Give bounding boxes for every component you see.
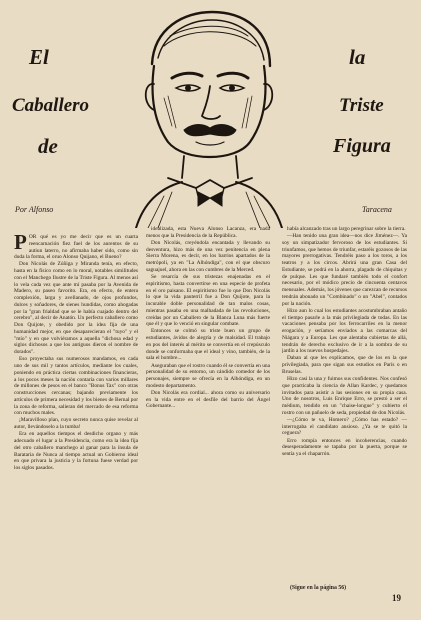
paragraph: Don Nicolás era cordial... ahora como su aniversario en la vida entre en el desfile del barrio del Ángel Gobernante... [146, 389, 270, 410]
paragraph: había alcanzado tras un largo peregrinar sobre la tierra. [287, 226, 406, 232]
paragraph: POR qué es yo me decir que es un cuarta reencarnación fiez fuel de los aurentos de su autiun laterro, no afirmaba haber sido, como sin duda la forma, el oruo Alonso Quijano, el Bueno? [14, 234, 138, 261]
paragraph: Don Nicolás de Zúñiga y Miranda tenía, en efecto, hasta en la físico como en lo moral, notables similitudes con el Manchego Ilustre de la Triste Figura. Al menos así lo vela cada vez que ante mí pasaba por la Avenida de Madero, su paseo favorito. Era, en efecto, de entera complexión, larga y avellanado, de ojos profundos, dulces y soñadores, de sienes hundidas, como ahogadas por la "gran frialdad que se le había cuajado dentro del cerebro", al decir de Anatón. Un perfecto caballero como Don Quijote, y obedido por la idea fija de una humanidad mejor, en que desaparecieran el "tuyo" y el "mío" y en que volviéramos a aquella "dichosa edad y siglos dichosos a que los antiguos dieron el nombre de dorados". [14, 261, 138, 356]
continued-note: (Sigue en la página 56) [290, 585, 347, 591]
drop-cap: P [14, 234, 27, 254]
byline-last-name: Taracena [362, 205, 392, 214]
page-number: 19 [392, 593, 401, 603]
paragraph: Hizo aun lo cual los estudiantes acostumbraban antaño el tiempo pasarle a la más privilegiada de todas. En las vacaciones pensaba por los ferrocarriles en la menor erogación, y seríamos enviados a las comarcas del Niágara y a Europa. Les que alentaba cubiertas de allá, tendrán de derecho exclusivo de ir a la sombra de su jardín a los nuevos hospedajes. [282, 307, 407, 355]
byline-first-name: Por Alfonso [15, 205, 54, 214]
paragraph: Aseguraban que el rostro cuando él se convertía en una personalidad de su entorno, un cándido comedor de los personajes, siempre se ofrecía en la Alhóndiga, en un modesto departamento. [146, 362, 270, 389]
title-word-caballero: Caballero [12, 95, 90, 116]
paragraph: Era en aquellos tiempos el desdicho organo y más adecuado el lugar a la Presidencia, como era la idea fija del otro caballero manchego al ganar para la ínsula de Barataria de Nunca al tiempo actual un Gobierno ideal en que privara la justicia y la fortuna fuese verdad por los siglos pasados. [14, 431, 138, 472]
article-column-2 [146, 226, 270, 606]
paragraph: Don Nicolás, creyéndola encantada y llevando su desventura, hizo más de una vez penitencia en plena Sierra Morena, es decir, en los barrios apartados de la metrópoli, ya en "La Alhóndiga", con el que obscuro saguajuel, ahora en las con cumbres de la Merced. [146, 239, 270, 273]
article-column-3 [282, 226, 407, 580]
paragraph: Se resarcía de sus tristezas enajenadas en el espiritismo, hasta convertirse en una especie de profeta en el oro paisano. El espiritismo fue lo que Don Nicolás lo que la vida pauterril fue a Don Quijote, para la incurable doble personalidad de tan malos cosas, mientras pasaba en una malhadada de las revoluciones, creídas por un Caballero de la Blanca Luna más fuerte que él y que lo venció en singular combate. [146, 274, 270, 328]
title-word-triste: Triste [339, 95, 384, 116]
paragraph: Entonces se colmó su triste buen un grupo de estudiantes, ávidos de alegría y de malsidad. El trabajo en pos del interés al mérito se convertía en el crepúsculo donde se conformaba que el ideal y vino, también, de la sala el hombre... [146, 328, 270, 362]
title-word-el: El [29, 45, 49, 69]
paragraph: ¡Maravilloso plan, cuyo secreto nunca quise revelar al autor, llevándoselo a la tumba! [14, 417, 138, 431]
portrait-illustration [124, 6, 294, 228]
paragraph: Hizo casi la una y fuimos sus confidentes. Nos confesó que practicaba la ciencia de Allan Kardec, y quedamos invitados para asistir a las sesiones en su propia casa. Uno de nosotros, Luis Enrique Erro, se prestó a ser el médium, tendido en un "chaise-longue" y cubierto el rostro con un pañuelo de seda, propiedad de don Nicolás. [282, 376, 407, 416]
paragraph: —Han tenido una gran idea—nos dice Jiménez—. Ya soy un simpatizador fervoroso de los estudiantes. Si triunfamos, que hemos de triunfar, estaréis gozosos de las mayores prerrogativas. Tendréis paso a los toros, a los teatros y a los circos. Abrirá una gran Casa del Estudiante, se podrá en la ahorra, plagado de chiquitas y de pulque. Les que fundaré también todo el confort necesario, por el módico precio de cincuenta centavos mensuales. Además, los jóvenes que carezcan de recursos tendrán abonado un "Combinado" o un "Abel", contados por la nación. [282, 233, 407, 307]
title-word-de: de [38, 134, 58, 158]
paragraph: idealizada, esta Nueva Alonso Lacanza, era nada menos que la Presidencia de la República. [146, 226, 270, 239]
paragraph: Eso proyectaba sus numerosos mandamos, en cada uno de sus mil y tantos artículos, mediante los cuales, poniendo en práctica ciertas combinaciones financieras, a los pocos meses la nación contaría con varios millares de millones de pesos en el banco "Bonus Tax" con otras construcciones cercanas; bajando previamente los artículos de primera necesidad y los bienes de Bernal por la zona de reforma, salieran del mercado de esa reforma con muchos males. [14, 356, 138, 417]
article-column-1 [14, 234, 138, 608]
paragraph: Daban al que les explicamos, que de los en la que privilegiada, para que sigan sus estudios en París o en Bruselas. [282, 355, 407, 375]
title-word-la: la [349, 45, 366, 69]
title-word-figura: Figura [333, 135, 391, 157]
paragraph: —¿Cómo te va, Homero? ¿Cómo has estado? —interrogaba el candidato ansioso. ¿Ya se te quitó la ceguera? [282, 416, 407, 437]
paragraph: Erro rompía entonces en incoherencias, cuando desesperadamente se tapaba por la puerta, porque se sentía ya el chaparrón. [282, 437, 407, 458]
